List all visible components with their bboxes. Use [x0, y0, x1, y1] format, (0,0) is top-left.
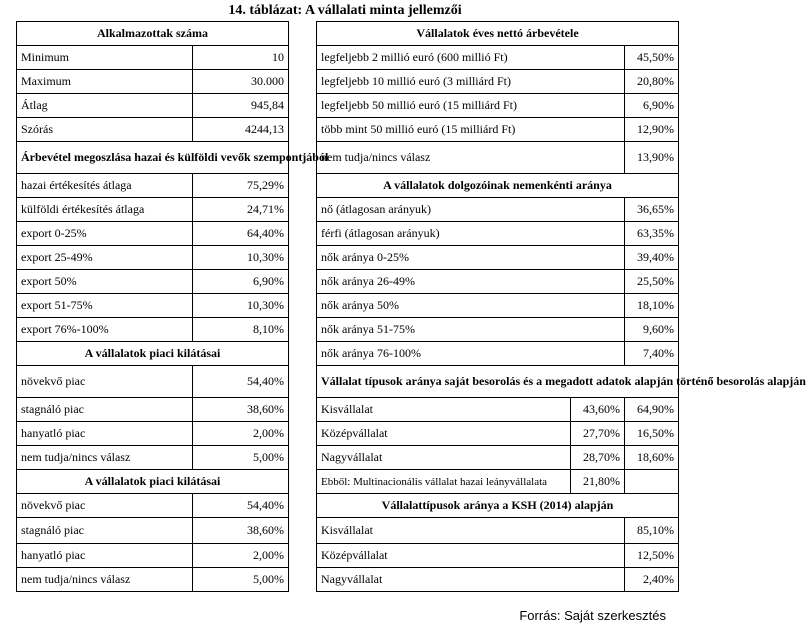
revenue-split-label: export 25-49%	[17, 246, 193, 270]
company-type-own-value: 21,80%	[571, 470, 625, 494]
company-type-data-value	[625, 470, 679, 494]
gender-label: nők aránya 76-100%	[317, 342, 625, 366]
net-revenue-value: 13,90%	[625, 142, 679, 174]
market-outlook-value: 54,40%	[193, 366, 289, 398]
net-revenue-label: legfeljebb 10 millió euró (3 milliárd Ft)	[317, 70, 625, 94]
company-type-data-value: 18,60%	[625, 446, 679, 470]
gender-label: nők aránya 51-75%	[317, 318, 625, 342]
gender-value: 9,60%	[625, 318, 679, 342]
company-type-data-value: 64,90%	[625, 398, 679, 422]
company-type-label: Ebből: Multinacionális vállalat hazai leányvállalata	[317, 470, 571, 494]
gender-label: nők aránya 0-25%	[317, 246, 625, 270]
company-types-header: Vállalat típusok aránya saját besorolás és a megadott adatok alapján történő besorolás alapján	[317, 366, 679, 398]
net-revenue-label: legfeljebb 50 millió euró (15 milliárd Ft)	[317, 94, 625, 118]
employees-value: 30.000	[193, 70, 289, 94]
net-revenue-value: 20,80%	[625, 70, 679, 94]
ksh-value: 12,50%	[625, 544, 679, 568]
gender-label: nők aránya 26-49%	[317, 270, 625, 294]
employees-value: 10	[193, 46, 289, 70]
gender-label: nők aránya 50%	[317, 294, 625, 318]
market-outlook-label: stagnáló piac	[17, 518, 193, 544]
revenue-split-label: hazai értékesítés átlaga	[17, 174, 193, 198]
market-outlook-value: 2,00%	[193, 544, 289, 568]
gender-label: férfi (átlagosan arányuk)	[317, 222, 625, 246]
market-outlook-header: A vállalatok piaci kilátásai	[17, 342, 289, 366]
market-outlook-value: 5,00%	[193, 446, 289, 470]
market-outlook-label: nem tudja/nincs válasz	[17, 568, 193, 592]
company-type-data-value: 16,50%	[625, 422, 679, 446]
ksh-header: Vállalattípusok aránya a KSH (2014) alapján	[317, 494, 679, 518]
market-outlook-value: 38,60%	[193, 398, 289, 422]
market-outlook-header: A vállalatok piaci kilátásai	[17, 470, 289, 494]
company-type-own-value: 28,70%	[571, 446, 625, 470]
revenue-split-value: 6,90%	[193, 270, 289, 294]
revenue-split-value: 64,40%	[193, 222, 289, 246]
revenue-split-label: export 51-75%	[17, 294, 193, 318]
employees-label: Minimum	[17, 46, 193, 70]
source-note: Forrás: Saját szerkesztés	[519, 608, 666, 623]
company-type-label: Kisvállalat	[317, 398, 571, 422]
employees-header: Alkalmazottak száma	[17, 22, 289, 46]
revenue-split-header: Árbevétel megoszlása hazai és külföldi vevők szempontjából	[17, 142, 289, 174]
net-revenue-label: legfeljebb 2 millió euró (600 millió Ft)	[317, 46, 625, 70]
gender-header: A vállalatok dolgozóinak nemenkénti aránya	[317, 174, 679, 198]
company-sample-table	[16, 21, 806, 592]
gender-value: 25,50%	[625, 270, 679, 294]
gender-value: 36,65%	[625, 198, 679, 222]
ksh-label: Középvállalat	[317, 544, 625, 568]
ksh-value: 85,10%	[625, 518, 679, 544]
gender-label: nő (átlagosan arányuk)	[317, 198, 625, 222]
revenue-split-label: export 0-25%	[17, 222, 193, 246]
market-outlook-value: 38,60%	[193, 518, 289, 544]
employees-value: 4244,13	[193, 118, 289, 142]
ksh-value: 2,40%	[625, 568, 679, 592]
employees-label: Szórás	[17, 118, 193, 142]
company-type-label: Nagyvállalat	[317, 446, 571, 470]
gender-value: 63,35%	[625, 222, 679, 246]
revenue-split-value: 10,30%	[193, 294, 289, 318]
market-outlook-value: 5,00%	[193, 568, 289, 592]
market-outlook-label: növekvő piac	[17, 366, 193, 398]
market-outlook-label: növekvő piac	[17, 494, 193, 518]
gender-value: 39,40%	[625, 246, 679, 270]
company-type-label: Középvállalat	[317, 422, 571, 446]
net-revenue-value: 45,50%	[625, 46, 679, 70]
revenue-split-label: export 50%	[17, 270, 193, 294]
employees-label: Átlag	[17, 94, 193, 118]
market-outlook-label: stagnáló piac	[17, 398, 193, 422]
market-outlook-value: 2,00%	[193, 422, 289, 446]
revenue-split-label: export 76%-100%	[17, 318, 193, 342]
revenue-split-value: 8,10%	[193, 318, 289, 342]
ksh-label: Nagyvállalat	[317, 568, 625, 592]
market-outlook-value: 54,40%	[193, 494, 289, 518]
net-revenue-value: 12,90%	[625, 118, 679, 142]
company-type-own-value: 27,70%	[571, 422, 625, 446]
ksh-label: Kisvállalat	[317, 518, 625, 544]
gender-value: 18,10%	[625, 294, 679, 318]
revenue-split-value: 10,30%	[193, 246, 289, 270]
net-revenue-label: nem tudja/nincs válasz	[317, 142, 625, 174]
net-revenue-value: 6,90%	[625, 94, 679, 118]
net-revenue-label: több mint 50 millió euró (15 milliárd Ft)	[317, 118, 625, 142]
employees-value: 945,84	[193, 94, 289, 118]
revenue-split-value: 75,29%	[193, 174, 289, 198]
revenue-split-value: 24,71%	[193, 198, 289, 222]
employees-label: Maximum	[17, 70, 193, 94]
market-outlook-label: hanyatló piac	[17, 422, 193, 446]
company-type-own-value: 43,60%	[571, 398, 625, 422]
gender-value: 7,40%	[625, 342, 679, 366]
net-revenue-header: Vállalatok éves nettó árbevétele	[317, 22, 679, 46]
revenue-split-label: külföldi értékesítés átlaga	[17, 198, 193, 222]
market-outlook-label: hanyatló piac	[17, 544, 193, 568]
table-title: 14. táblázat: A vállalati minta jellemzői	[228, 3, 462, 18]
market-outlook-label: nem tudja/nincs válasz	[17, 446, 193, 470]
